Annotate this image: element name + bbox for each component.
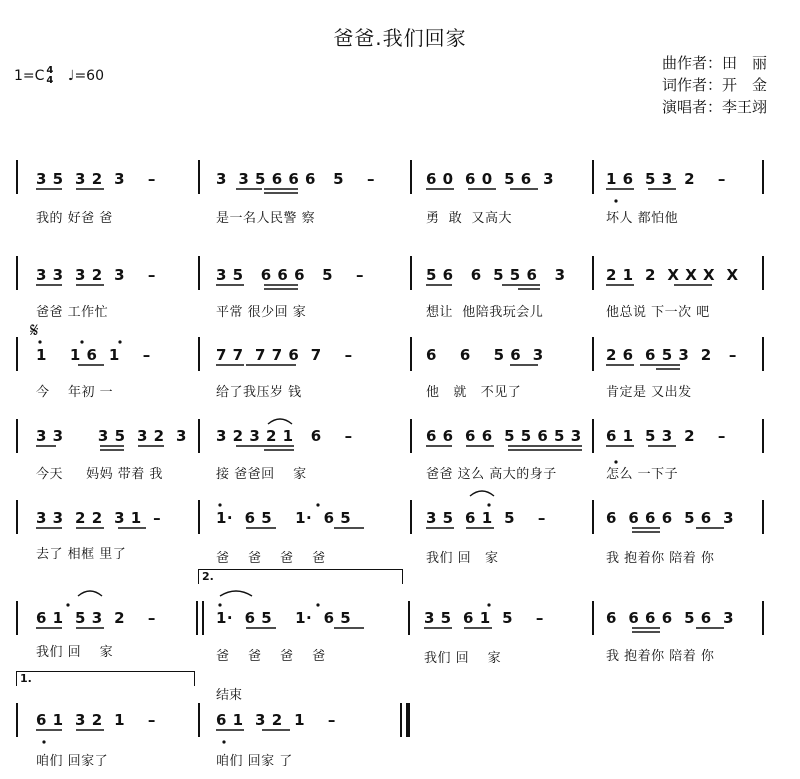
barline xyxy=(198,256,200,290)
measure-1-1-notes: 3 5 3 2 3 – xyxy=(36,170,156,188)
tempo-value: =60 xyxy=(74,68,104,84)
measure-6-3-lyrics: 我们 回 家 xyxy=(424,651,502,666)
final-barline-thin xyxy=(400,703,402,737)
volta-2 xyxy=(198,569,403,584)
barline xyxy=(408,601,410,635)
singer: 演唱者：李王翊 xyxy=(662,98,768,116)
measure-5-1-notes: 3 3 2 2 3 1 – xyxy=(36,509,162,527)
measure-2-1-notes: 3 3 3 2 3 – xyxy=(36,266,156,284)
barline xyxy=(762,337,764,371)
credits xyxy=(662,52,767,118)
measure-4-4-lyrics: 怎么 一下子 xyxy=(606,467,679,482)
measure-7-2-notes: 6 1 3 2 1 – xyxy=(216,711,336,729)
barline xyxy=(410,500,412,534)
measure-4-4-notes: 6 1 5 3 2 – xyxy=(606,427,726,445)
measure-7-2-lyrics: 咱们 回家 了 xyxy=(216,754,293,769)
measure-7-1-notes: 6 1 3 2 1 – xyxy=(36,711,156,729)
measure-2-1-lyrics: 爸爸 工作忙 xyxy=(36,305,109,320)
segno-icon: 𝄋 xyxy=(30,318,39,342)
measure-6-1-notes: 6 1 5 3 2 – xyxy=(36,609,156,627)
measure-4-1-notes: 3 3 3 5 3 2 3 xyxy=(36,427,187,445)
measure-6-2-notes: 1· 6 5 1· 6 5 xyxy=(216,609,352,627)
barline xyxy=(198,160,200,194)
barline xyxy=(592,337,594,371)
lyricist: 词作者：开 金 xyxy=(662,76,768,94)
barline xyxy=(16,419,18,453)
barline xyxy=(762,160,764,194)
measure-3-3-lyrics: 他 就 不见了 xyxy=(426,385,522,400)
barline xyxy=(410,337,412,371)
measure-3-1-notes: 1 1 6 1 – xyxy=(36,346,151,364)
barline xyxy=(410,256,412,290)
barline xyxy=(762,500,764,534)
measure-4-3-notes: 6 6 6 6 5 5 6 5 3 xyxy=(426,427,582,445)
measure-1-3-lyrics: 勇 敢 又高大 xyxy=(426,211,513,226)
measure-5-2-notes: 1· 6 5 1· 6 5 xyxy=(216,509,352,527)
measure-5-4-lyrics: 我 抱着你 陪着 你 xyxy=(606,551,715,566)
end-marker: 结束 xyxy=(216,688,243,703)
barline xyxy=(410,160,412,194)
barline xyxy=(198,500,200,534)
volta-1 xyxy=(16,671,195,686)
measure-2-2-lyrics: 平常 很少回 家 xyxy=(216,305,307,320)
final-barline-thick xyxy=(406,703,410,737)
measure-2-3-notes: 5 6 6 5 5 6 3 xyxy=(426,266,566,284)
barline xyxy=(592,601,594,635)
composer: 曲作者：田 丽 xyxy=(662,54,768,72)
measure-5-3-lyrics: 我们 回 家 xyxy=(426,551,499,566)
song-title: 爸爸.我们回家 xyxy=(333,26,467,50)
key-signature: 1=C xyxy=(14,68,45,84)
measure-1-2-notes: 3 3 5 6 6 6 5 – xyxy=(216,170,375,188)
measure-6-2-lyrics: 爸 爸 爸 爸 xyxy=(216,649,326,664)
volta-2-label: 2. xyxy=(202,570,214,583)
barline xyxy=(16,160,18,194)
measure-2-2-notes: 3 5 6 6 6 5 – xyxy=(216,266,365,284)
barline xyxy=(16,337,18,371)
quarter-note-icon: ♩ xyxy=(67,68,75,84)
measure-1-1-lyrics: 我的 好爸 爸 xyxy=(36,211,113,226)
measure-6-1-lyrics: 我们 回 家 xyxy=(36,645,114,660)
measure-2-4-notes: 2 1 2 X X X X xyxy=(606,266,739,284)
measure-1-4-notes: 1 6 5 3 2 – xyxy=(606,170,726,188)
measure-1-3-notes: 6 0 6 0 5 6 3 xyxy=(426,170,555,188)
measure-4-3-lyrics: 爸爸 这么 高大的身子 xyxy=(426,467,557,482)
barline xyxy=(762,256,764,290)
barline xyxy=(198,419,200,453)
measure-4-2-notes: 3 2 3 2 1 6 – xyxy=(216,427,353,445)
time-signature xyxy=(46,66,53,86)
barline xyxy=(592,419,594,453)
measure-3-1-lyrics: 今 年初 一 xyxy=(36,385,114,400)
barline xyxy=(198,703,200,737)
barline xyxy=(592,160,594,194)
measure-7-1-lyrics: 咱们 回家了 xyxy=(36,754,109,769)
measure-4-2-lyrics: 接 爸爸回 家 xyxy=(216,467,307,482)
time-sig-denominator: 4 xyxy=(46,75,54,86)
volta-1-label: 1. xyxy=(20,672,32,685)
barline xyxy=(16,256,18,290)
measure-6-4-lyrics: 我 抱着你 陪着 你 xyxy=(606,649,715,664)
barline xyxy=(16,500,18,534)
barline xyxy=(592,256,594,290)
measure-3-2-notes: 7 7 7 7 6 7 – xyxy=(216,346,353,364)
measure-3-3-notes: 6 6 5 6 3 xyxy=(426,346,544,364)
barline xyxy=(16,703,18,737)
measure-5-2-lyrics: 爸 爸 爸 爸 xyxy=(216,551,326,566)
measure-6-3-notes: 3 5 6 1 5 – xyxy=(424,609,544,627)
barline xyxy=(592,500,594,534)
measure-2-3-lyrics: 想让 他陪我玩会儿 xyxy=(426,305,544,320)
barline xyxy=(202,601,204,635)
barline xyxy=(198,337,200,371)
measure-1-2-lyrics: 是一名人民警 察 xyxy=(216,211,316,226)
key-and-tempo xyxy=(14,66,104,86)
measure-5-3-notes: 3 5 6 1 5 – xyxy=(426,509,546,527)
barline xyxy=(16,601,18,635)
barline xyxy=(762,601,764,635)
measure-4-1-lyrics: 今天 妈妈 带着 我 xyxy=(36,467,163,482)
measure-1-4-lyrics: 坏人 都怕他 xyxy=(606,211,679,226)
measure-2-4-lyrics: 他总说 下一次 吧 xyxy=(606,305,710,320)
measure-5-4-notes: 6 6 6 6 5 6 3 xyxy=(606,509,735,527)
measure-6-4-notes: 6 6 6 6 5 6 3 xyxy=(606,609,735,627)
barline xyxy=(410,419,412,453)
barline xyxy=(196,601,198,635)
measure-3-2-lyrics: 给了我压岁 钱 xyxy=(216,385,302,400)
measure-5-1-lyrics: 去了 相框 里了 xyxy=(36,547,127,562)
time-sig-numerator: 4 xyxy=(46,65,54,76)
measure-3-4-lyrics: 肯定是 又出发 xyxy=(606,385,692,400)
barline xyxy=(762,419,764,453)
measure-3-4-notes: 2 6 6 5 3 2 – xyxy=(606,346,737,364)
